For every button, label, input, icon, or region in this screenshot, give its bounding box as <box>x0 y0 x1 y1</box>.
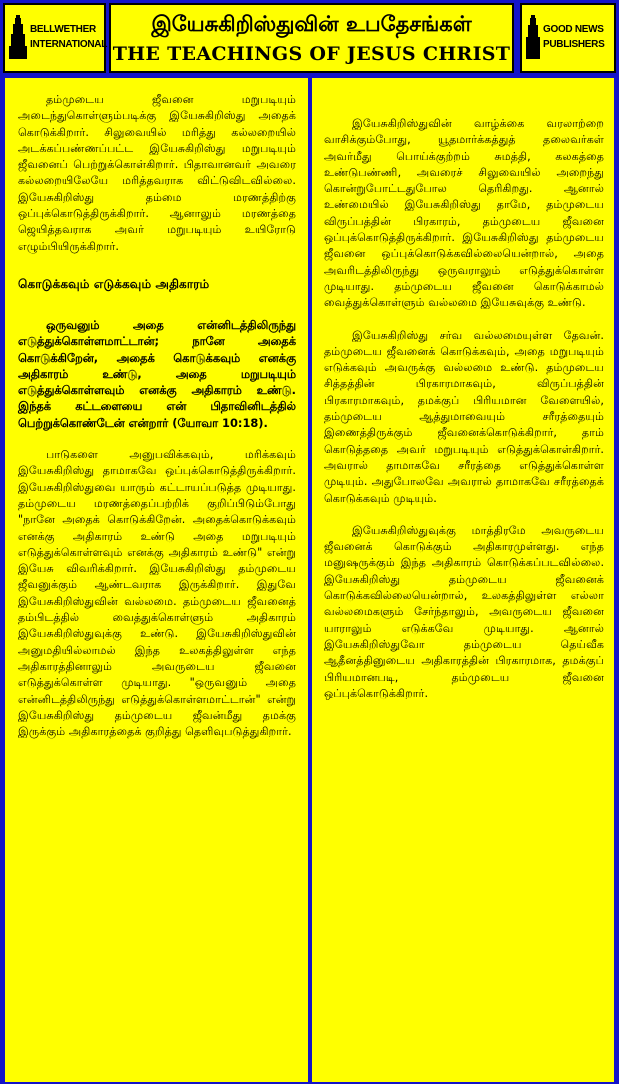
left-column <box>5 78 308 1082</box>
good-news-icon <box>526 15 540 59</box>
right-paragraph-3: இயேசுகிறிஸ்துவுக்கு மாத்திரமே அவருடைய ஜீவனைக் கொடுக்கும் அதிகாரமுள்ளது. எந்த மனுஷருக்கும் இந்த அதிகாரம் கொடுக்கப்படவில்லை. இயேசுகிறிஸ்து தம்முடைய ஜீவனைக் கொடுக்கவில்லையென்றால், உலகத்திலுள்ள எல்லா வல்லமைகளும் சேர்ந்தாலும், அவருடைய ஜீவனை யாராலும் எடுக்கவே முடியாது. ஆனால் இயேசுகிறிஸ்துவோ தம்முடைய தெய்வீக ஆதீனத்தினுடைய அதிகாரத்தின் பிரகாரமாக, தமக்குப் பிரியமானபடி, தம்முடைய ஜீவனை ஒப்புக்கொடுக்கிறார். <box>324 523 604 700</box>
title-tamil: இயேசுகிறிஸ்துவின் உபதேசங்கள் <box>151 12 472 36</box>
good-news-logo <box>520 3 616 73</box>
scripture-quote: ஒருவனும் அதை என்னிடத்திலிருந்து எடுத்துக்கொள்ளமாட்டான்; நானே அதைக் கொடுக்கிறேன், அதைக் கொடுக்கவும் எனக்கு அதிகாரம் உண்டு, அதை மறுபடியும் எடுத்துக்கொள்ளவும் எனக்கு அதிகாரம் உண்டு. இந்தக் கட்டளையை என் பிதாவினிடத்தில் பெற்றுக்கொண்டேன் என்றார் (யோவா 10:18). <box>18 317 296 430</box>
right-column <box>312 78 614 1082</box>
left-logo-line1: BELLWETHER <box>30 24 96 35</box>
right-logo-line1: GOOD NEWS <box>543 24 604 35</box>
right-paragraph-2: இயேசுகிறிஸ்து சர்வ வல்லமையுள்ள தேவன். தம்முடைய ஜீவனைக் கொடுக்கவும், அதை மறுபடியும் எடுக்கவும் அவருக்கு வல்லமை உண்டு. தம்முடைய சித்தத்தின் பிரகாரமாகவும், விருப்பத்தின் பிரகாரமாகவும், தமக்குப் பிரியமான வேளையில், தம்முடைய ஆத்துமாவையும் சரீரத்தையும் இணைத்திருக்கும் ஜீவனைக்கொடுக்கிறார், தாம் கொடுத்ததை அவர் மறுபடியும் எடுத்துக்கொள்கிறார். அவரால் தாமாகவே சரீரத்தை எடுத்துக்கொள்ள முடியும். அதுபோலவே அவரால் தாமாகவே சரீரத்தைக் கொடுக்கவும் முடியும். <box>324 328 604 505</box>
section-heading: கொடுக்கவும் எடுக்கவும் அதிகாரம் <box>18 276 210 291</box>
right-logo-line2: PUBLISHERS <box>543 39 605 50</box>
left-paragraph-2: பாடுகளை அனுபவிக்கவும், மரிக்கவும் இயேசுகிறிஸ்து தாமாகவே ஒப்புக்கொடுத்திருக்கிறார். இயேசுகிறிஸ்துவை யாரும் கட்டாயப்படுத்த முடியாது. தம்முடைய மரணத்தைப்பற்றிக் குறிப்பிடும்போது "நானே அதைக் கொடுக்கிறேன். அதைக்கொடுக்கவும் எனக்கு அதிகாரம் உண்டு அதை மறுபடியும் எடுத்துக்கொள்ளவும் எனக்கு அதிகாரம் உண்டு" என்று இயேசு விவரிக்கிறார். இயேசுகிறிஸ்து தம்முடைய ஜீவனுக்கும் ஆண்டவராக இருக்கிறார். இதுவே இயேசுகிறிஸ்துவின் வல்லமை. தம்முடைய ஜீவனைத் தம்பிடத்தில் வைத்துக்கொள்ளும் அதிகாரம் இயேசுகிறிஸ்துவுக்கு உண்டு. இயேசுகிறிஸ்துவின் அனுமதியில்லாமல் இந்த உலகத்திலுள்ள எந்த அதிகாரத்தினாலும் அவருடைய ஜீவனை எடுத்துக்கொள்ள முடியாது. "ஒருவனும் அதை என்னிடத்திலிருந்து எடுத்துக்கொள்ளமாட்டான்" என்று இயேசுகிறிஸ்து தம்முடைய ஜீவன்மீது தமக்கு இருக்கும் அதிகாரத்தைக் குறித்து தெளிவுபடுத்துகிறார். <box>18 448 296 739</box>
header <box>3 3 616 73</box>
title-box <box>109 3 514 73</box>
title-english: THE TEACHINGS OF JESUS CHRIST <box>112 43 511 65</box>
left-paragraph-1: தம்முடைய ஜீவனை மறுபடியும் அடைந்துகொள்ளும்படிக்கு இயேசுகிறிஸ்து அதைக் கொடுக்கிறார். சிலுவையில் மரித்து கல்லறையில் அடக்கப்பண்ணப்பட்ட இயேசுகிறிஸ்து மறுபடியும் ஜீவனைப் பெற்றுக்கொள்கிறார். பிதாவானவர் அவரை கல்லறையிலேயே மரித்தவராக விட்டுவிடவில்லை. இயேசுகிறிஸ்து தம்மை மரணத்திற்கு ஒப்புக்கொடுத்திருக்கிறார். ஆனாலும் மரணத்தை ஜெயித்தவராக அவர் மறுபடியும் உயிரோடு எழும்பியிருக்கிறார். <box>18 93 296 253</box>
right-paragraph-1: இயேசுகிறிஸ்துவின் வாழ்க்கை வரலாற்றை வாசிக்கும்போது, யூதமார்க்கத்துத் தலைவர்கள் அவர்மீது பொய்க்குற்றம் சுமத்தி, கலகத்தை உண்டுபண்ணி, அவரைச் சிலுவையில் அறைந்து கொன்றுபோட்டதுபோல தெரிகிறது. ஆனால் உண்மையில் இயேசுகிறிஸ்து தாமே, தம்முடைய விருப்பத்தின் பிரகாரம், தம்முடைய ஜீவனை ஒப்புக்கொடுத்திருக்கிறார். இயேசுகிறிஸ்து தம்முடைய ஜீவனை ஒப்புக்கொடுக்கவில்லையென்றால், அதை அவரிடத்திலிருந்து ஒருவராலும் எடுத்துக்கொள்ள முடியாது. தம்முடைய ஜீவனை கொடுக்காமல் வைத்துக்கொள்ளும் வல்லமை இயேசுவுக்கு உண்டு. <box>324 117 604 310</box>
bellwether-icon <box>9 15 27 59</box>
left-logo-line2: INTERNATIONAL <box>30 39 108 50</box>
bellwether-logo <box>3 3 106 73</box>
